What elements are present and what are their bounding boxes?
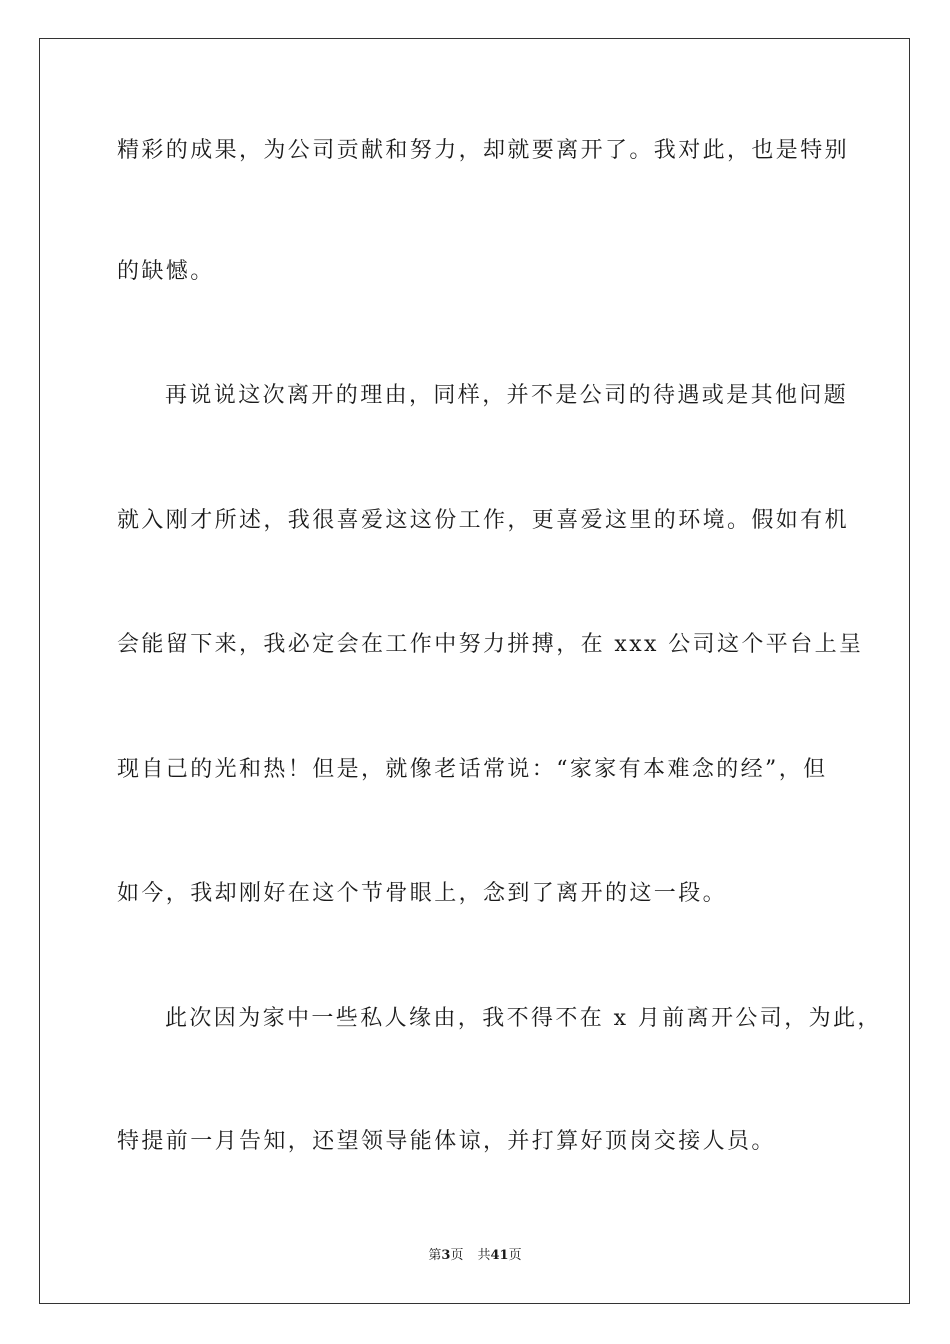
total-pages: 41 [490, 1248, 509, 1263]
total-suffix: 页 [508, 1248, 522, 1263]
total-prefix: 共 [477, 1248, 491, 1263]
body-line-7: 如今，我却刚好在这个节骨眼上，念到了离开的这一段。 [117, 881, 728, 906]
body-line-6: 现自己的光和热！但是，就像老话常说：“家家有本难念的经”，但 [117, 757, 828, 782]
page-suffix: 页 [450, 1248, 464, 1263]
page-number: 3 [441, 1248, 451, 1263]
body-line-5: 会能留下来，我必定会在工作中努力拼搏，在 xxx 公司这个平台上呈 [117, 632, 864, 657]
page-footer [0, 1247, 950, 1265]
page-border [39, 38, 910, 1304]
body-line-4: 就入刚才所述，我很喜爱这这份工作，更喜爱这里的环境。假如有机 [117, 508, 850, 533]
page-prefix: 第 [428, 1248, 442, 1263]
body-line-8: 此次因为家中一些私人缘由，我不得不在 x 月前离开公司，为此， [165, 1006, 882, 1031]
body-line-9: 特提前一月告知，还望领导能体谅，并打算好顶岗交接人员。 [117, 1129, 776, 1154]
body-line-3: 再说说这次离开的理由，同样，并不是公司的待遇或是其他问题 [165, 383, 849, 408]
body-line-2: 的缺憾。 [117, 259, 215, 284]
body-line-1: 精彩的成果，为公司贡献和努力，却就要离开了。我对此，也是特别 [117, 138, 850, 163]
